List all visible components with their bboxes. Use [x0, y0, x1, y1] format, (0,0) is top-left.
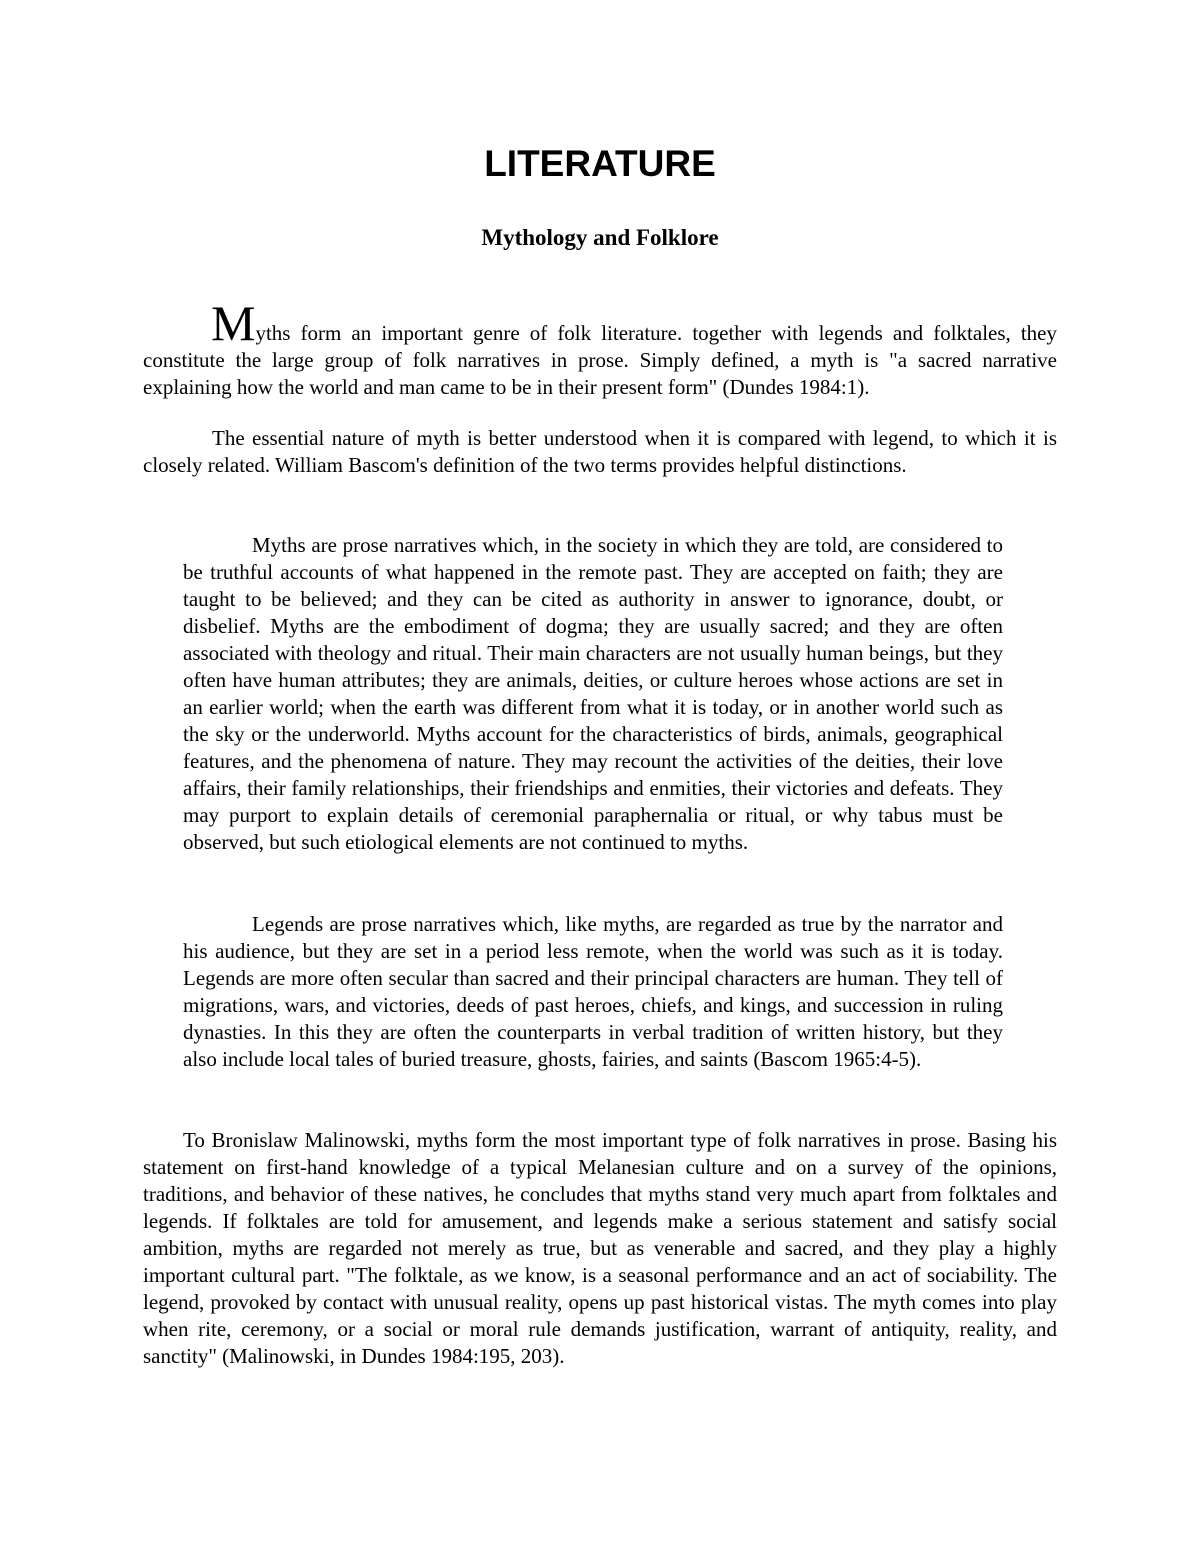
intro-paragraph — [143, 295, 1057, 401]
page-title: LITERATURE — [484, 143, 716, 184]
page-subtitle: Mythology and Folklore — [481, 225, 719, 250]
body-paragraph-2: The essential nature of myth is better understood when it is compared with legend, to which it is closely related. William Bascom's definition of the two terms provides helpful distinctions. — [143, 426, 1057, 477]
block-quote-legends: Legends are prose narratives which, like myths, are regarded as true by the narrator and his audience, but they are set in a period less remote, when the world was such as it is today. Legends are more often secular than sacred and their principal characters are human. They tell of migrations, wars, and victories, deeds of past heroes, chiefs, and kings, and succession in ruling dynasties. In this they are often the counterparts in verbal tradition of written history, but they also include local tales of buried treasure, ghosts, fairies, and saints (Bascom 1965:4-5). — [183, 912, 1003, 1071]
drop-cap: M — [211, 295, 256, 351]
intro-text: yths form an important genre of folk literature. together with legends and folktales, they constitute the large group of folk narratives in prose. Simply defined, a myth is "a sacred narrative explaining how the world and man came to be in their present form" (Dundes 1984:1). — [143, 321, 1057, 399]
block-quote-myths: Myths are prose narratives which, in the society in which they are told, are considered to be truthful accounts of what happened in the remote past. They are accepted on faith; they are taught to be believed; and they can be cited as authority in answer to ignorance, doubt, or disbelief. Myths are the embodiment of dogma; they are usually sacred; and they are often associated with theology and ritual. Their main characters are not usually human beings, but they often have human attributes; they are animals, deities, or culture heroes whose actions are set in an earlier world; when the earth was different from what it is today, or in another world such as the sky or the underworld. Myths account for the characteristics of birds, animals, geographical features, and the phenomena of nature. They may recount the activities of the deities, their love affairs, their family relationships, their friendships and enmities, their victories and defeats. They may purport to explain details of ceremonial paraphernalia or ritual, or why tabus must be observed, but such etiological elements are not continued to myths. — [183, 533, 1003, 854]
body-paragraph-3: To Bronislaw Malinowski, myths form the most important type of folk narratives in prose. Basing his statement on first-hand knowledge of a typical Melanesian culture and on a survey of the opinions, traditions, and behavior of these natives, he concludes that myths stand very much apart from folktales and legends. If folktales are told for amusement, and legends make a serious statement and satisfy social ambition, myths are regarded not merely as true, but as venerable and sacred, and they play a highly important cultural part. "The folktale, as we know, is a seasonal performance and an act of sociability. The legend, provoked by contact with unusual reality, opens up past historical vistas. The myth comes into play when rite, ceremony, or a social or moral rule demands justification, warrant of antiquity, reality, and sanctity" (Malinowski, in Dundes 1984:195, 203). — [143, 1128, 1057, 1368]
